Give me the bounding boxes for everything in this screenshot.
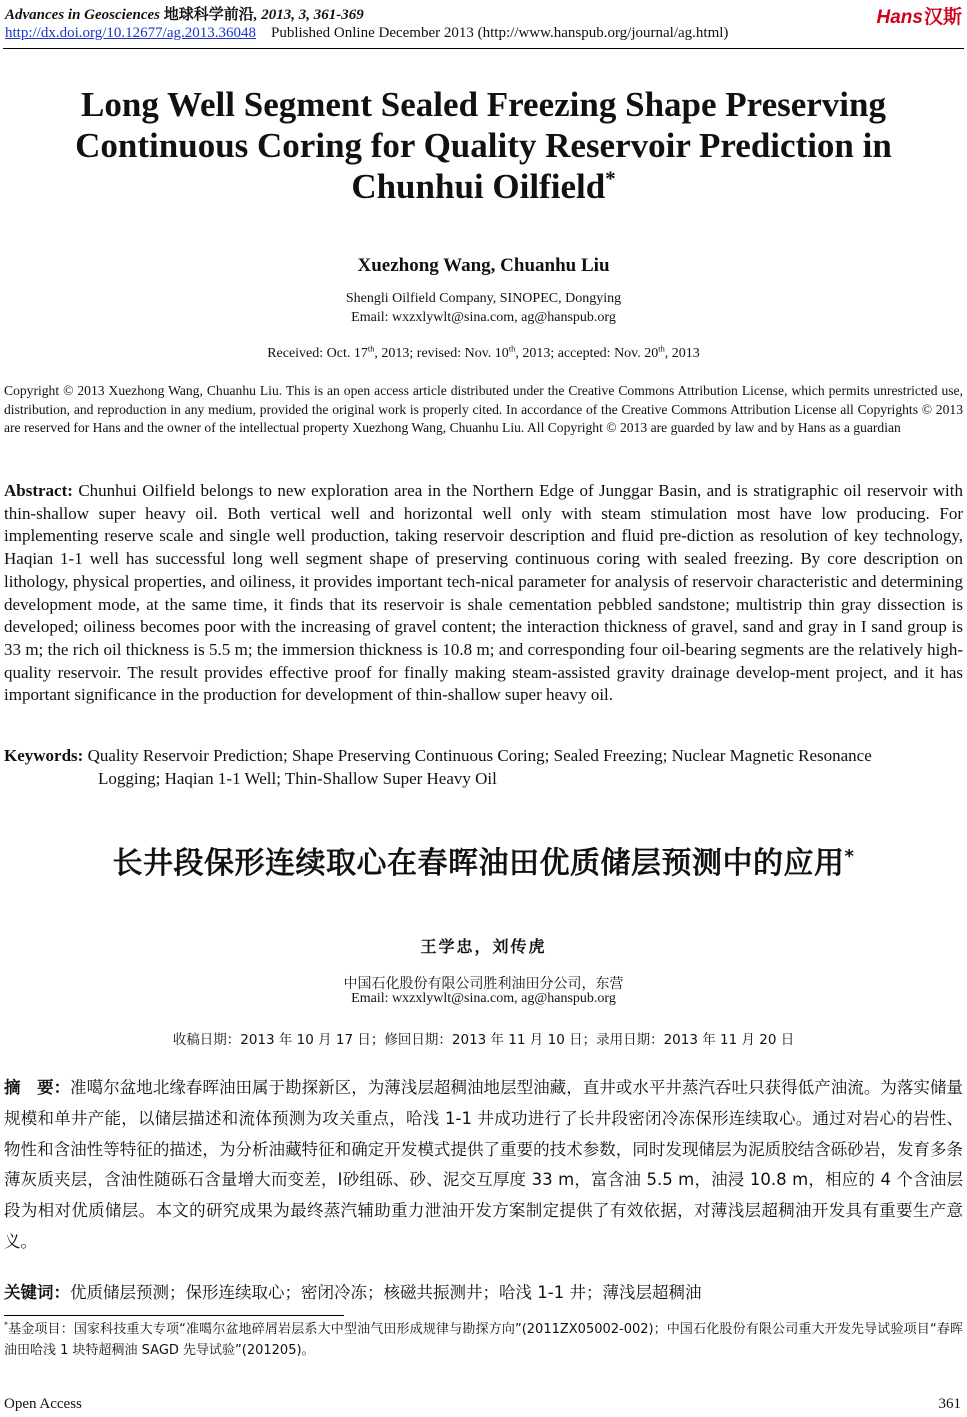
- journal-volume: , 2013, 3, 361-369: [253, 7, 364, 23]
- affiliation-en: Shengli Oilfield Company, SINOPEC, Dongying: [345, 291, 622, 306]
- logo-cn: 汉斯: [923, 7, 962, 28]
- ordinal-sup: th: [508, 344, 516, 354]
- keywords-cn: [4, 1279, 963, 1303]
- ordinal-sup: th: [658, 344, 665, 354]
- footnote-mark: *: [4, 1320, 8, 1330]
- abstract-cn-label: 摘 要：: [4, 1078, 71, 1097]
- funding-footnote: [4, 1320, 963, 1361]
- authors-en: Xuezhong Wang, Chuanhu Liu: [357, 255, 610, 276]
- title-footnote-mark: *: [605, 166, 616, 191]
- published-online: Published Online December 2013 (http://www.hanspub.org/journal/ag.html): [270, 25, 729, 41]
- title-cn-footnote-mark: *: [844, 846, 855, 867]
- footnote-rule: [4, 1315, 344, 1316]
- abstract-en: [4, 480, 963, 707]
- journal-header: [5, 3, 364, 24]
- keywords-text: Quality Reservoir Prediction; Shape Preserving Continuous Coring; Sealed Freezing; Nuclear Magnetic Resonance Logging; Haqian 1-1 Well; Thin-Shallow Super Heavy Oil: [87, 746, 872, 788]
- logo-latin: Hans: [876, 7, 923, 28]
- footer-open-access: Open Access: [4, 1396, 82, 1412]
- publisher-logo: [877, 2, 962, 29]
- page-number: 361: [938, 1396, 961, 1412]
- keywords-en: [4, 745, 937, 790]
- received-part: , 2013; revised: Nov. 10: [374, 346, 509, 361]
- keywords-cn-label: 关键词：: [4, 1283, 70, 1302]
- received-part: Received: Oct. 17: [267, 346, 368, 361]
- received-dates-cn: 收稿日期：2013 年 10 月 17 日；修回日期：2013 年 11 月 10 日；录用日期：2013 年 11 月 20 日: [172, 1032, 795, 1048]
- doi-line: [5, 25, 728, 42]
- paper-title-en: [40, 84, 927, 207]
- keywords-cn-text: 优质储层预测；保形连续取心；密闭冷冻；核磁共振测井；哈浅 1-1 井；薄浅层超稠油: [70, 1283, 702, 1302]
- affiliation-cn: 中国石化股份有限公司胜利油田分公司，东营: [343, 976, 624, 992]
- footnote-text: 基金项目：国家科技重大专项“准噶尔盆地碎屑岩层系大中型油气田形成规律与勘探方向”(2011ZX05002-002)；中国石化股份有限公司重大开发先导试验项目“春晖油田哈浅 1 块特超稠油 SAGD 先导试验”(201205)。: [4, 1322, 963, 1358]
- header-rule: [3, 48, 964, 49]
- paper-title-cn: [0, 838, 967, 882]
- copyright-notice: Copyright © 2013 Xuezhong Wang, Chuanhu Liu. This is an open access article distributed under the Creative Commons Attribution License, which permits unrestricted use, distribution, and reproduction in any medium, provided the original work is properly cited. In accordance of the Creative Commons Attribution License all Copyrights © 2013 are reserved for Hans and the owner of the intellectual property Xuezhong Wang, Chuanhu Liu. All Copyright © 2013 are guarded by law and by Hans as a guardian: [4, 383, 963, 435]
- keywords-label: Keywords:: [4, 746, 84, 765]
- abstract-cn: [4, 1073, 963, 1258]
- authors-cn: 王学忠，刘传虎: [420, 937, 547, 956]
- email-cn: Email: wxzxlywlt@sina.com, ag@hanspub.org: [351, 991, 616, 1006]
- abstract-text: Chunhui Oilfield belongs to new exploration area in the Northern Edge of Junggar Basin, and is stratigraphic oil reservoir with thin-shallow super heavy oil. Both vertical well and horizontal well only with steam stimulation most have low producing. For implementing reserve scale and single well production, taking reservoir description and fluid pre-diction as resolution of key technology, Haqian 1-1 well has successful long well segment shape of preserving continuous coring with sealed freezing. By core description on lithology, physical properties, and oiliness, it provides important tech-nical parameter for analysis of reservoir characteristic and determining development mode, at the same time, it finds that its reservoir is shale cementation pebbled sandstone; multistrip thin gray dissection is developed; oiliness becomes poor with the increasing of gravel content; the interaction thickness of gravel, sand and gray in I sand group is 33 m; the rich oil thickness is 5.5 m; the immersion thickness is 10.8 m; and corresponding four oil-bearing segments are the relatively high-quality reservoir. The result provides effective proof for finally making steam-assisted gravity drainage develop-ment project, and it has important significance in the production for development of thin-shallow super heavy oil.: [4, 481, 963, 705]
- abstract-cn-text: 准噶尔盆地北缘春晖油田属于勘探新区，为薄浅层超稠油地层型油藏，直井或水平井蒸汽吞吐只获得低产油流。为落实储量规模和单井产能，以储层描述和流体预测为攻关重点，哈浅 1-1 井成功进行了长井段密闭冷冻保形连续取心。通过对岩心的岩性、物性和含油性等特征的描述，为分析油藏特征和确定开发模式提供了重要的技术参数，同时发现储层为泥质胶结含砾砂岩，发育多条薄灰质夹层，含油性随砾石含量增大而变差，Ⅰ砂组砾、砂、泥交互厚度 33 m，富含油 5.5 m，油浸 10.8 m，相应的 4 个含油层段为相对优质储层。本文的研究成果为最终蒸汽辅助重力泄油开发方案制定提供了有效依据，对薄浅层超稠油开发具有重要生产意义。: [4, 1078, 964, 1251]
- received-dates: [0, 346, 967, 362]
- journal-name-cn: 地球科学前沿: [163, 7, 254, 23]
- email-en: Email: wxzxlywlt@sina.com, ag@hanspub.org: [351, 310, 616, 325]
- received-part: , 2013; accepted: Nov. 20: [515, 346, 659, 361]
- abstract-label: Abstract:: [4, 481, 73, 500]
- journal-name-en: Advances in Geosciences: [5, 7, 160, 23]
- ordinal-sup: th: [367, 344, 375, 354]
- received-part: , 2013: [664, 346, 700, 361]
- title-en-text: Long Well Segment Sealed Freezing Shape Preserving Continuous Coring for Quality Reservoir Prediction in Chunhui Oilfield: [75, 85, 892, 206]
- doi-link[interactable]: http://dx.doi.org/10.12677/ag.2013.36048: [5, 25, 256, 41]
- title-cn-text: 长井段保形连续取心在春晖油田优质储层预测中的应用: [112, 846, 845, 881]
